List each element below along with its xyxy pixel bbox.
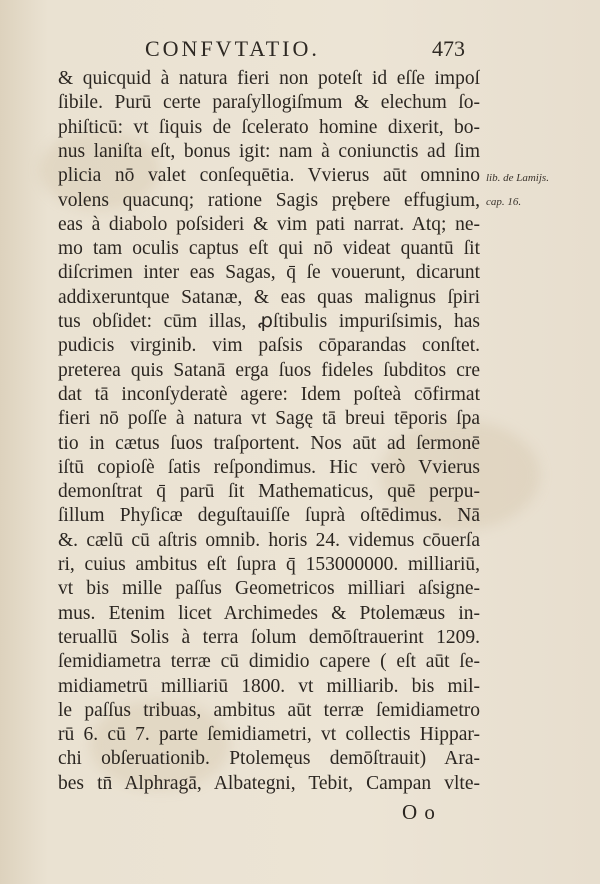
text-line: phiſticū: vt ſiquis de ſcelerato homine dixerit, bo- — [58, 116, 480, 138]
text-line: addixeruntque Satanæ, & eas quas malignus ſpiri — [58, 286, 480, 308]
text-line: preterea quis Satanā erga ſuos fideles ſubditos cre — [58, 359, 480, 381]
text-line: midiametrū milliariū 1800. vt milliarib. bis mil- — [58, 675, 480, 697]
text-line: ſemidiametra terræ cū dimidio capere ( eſt aūt ſe- — [58, 651, 480, 673]
text-line: fieri nō poſſe à natura vt Sagę tā breui tēporis ſpa — [58, 408, 480, 430]
text-line: tus obſidet: cūm illas, ꝓſtibulis impuriſsimis, has — [58, 311, 480, 332]
text-line: ri, cuius ambitus eſt ſupra q̄ 153000000. milliariū, — [58, 554, 480, 575]
text-line: &. cælū cū aſtris omnib. horis 24. videmus cōuerſa — [58, 529, 480, 551]
text-line: tio in cætus ſuos traſportent. Nos aūt ad ſermonē — [58, 432, 480, 454]
running-head: CONFVTATIO. — [145, 36, 320, 61]
text-line: plicia nō valet conſequētia. Vvierus aūt omnino — [58, 165, 480, 187]
text-line: dat tā inconſyderatè agere: Idem poſteà cōfirmat — [58, 383, 480, 405]
text-line: rū 6. cū 7. parte ſemidiametri, vt collectis Hippar- — [58, 724, 480, 746]
text-line: & quicquid à natura fieri non poteſt id eſſe impoſ — [58, 68, 480, 89]
margin-note-lamijs: lib. de Lamijs. — [486, 172, 549, 184]
text-line: le paſſus tribuas, ambitus aūt terræ ſemidiametro — [58, 699, 480, 721]
text-line: bes tn̄ Alphragā, Albategni, Tebit, Campan vlte- — [58, 772, 480, 794]
text-line: chi obſeruationib. Ptolemęus demōſtrauit) Ara- — [58, 748, 480, 770]
page-number: 473 — [432, 36, 465, 61]
text-line: diſcrimen inter eas Sagas, q̄ ſe vouerunt, dicarunt — [58, 262, 480, 284]
text-line: teruallū Solis à terra ſolum demōſtrauerint 1209. — [58, 626, 480, 648]
text-line: ſillum Phyſicæ deguſtauiſſe ſuprà oſtēdimus. Nā — [58, 505, 480, 527]
text-line: eas à diabolo poſsideri & vim pati narrat. Atq; ne- — [58, 213, 480, 235]
catchword: O o — [402, 800, 436, 824]
text-line: pudicis virginib. vim paſsis cōparandas conſtet. — [58, 335, 480, 357]
text-line: demonſtrat q̄ parū ſit Mathematicus, quē perpu- — [58, 481, 480, 503]
text-line: volens quacunq; ratione Sagis prębere effugium, — [58, 189, 480, 211]
margin-note-chapter: cap. 16. — [486, 196, 522, 208]
page-header — [0, 36, 600, 66]
text-line: iſtū copioſè ſatis reſpondimus. Hic verò Vvierus — [58, 456, 480, 478]
text-line: mus. Etenim licet Archimedes & Ptolemæus in- — [58, 602, 480, 624]
text-line: mo tam oculis captus eſt qui nō videat quantū ſit — [58, 238, 480, 260]
text-line: nus laniſta eſt, bonus igit: nam à coniunctis ad ſim — [58, 140, 480, 162]
text-line: ſibile. Purū certe paraſyllogiſmum & elechum ſo- — [58, 92, 480, 114]
text-line: vt bis mille paſſus Geometricos milliari aſsigne- — [58, 578, 480, 600]
